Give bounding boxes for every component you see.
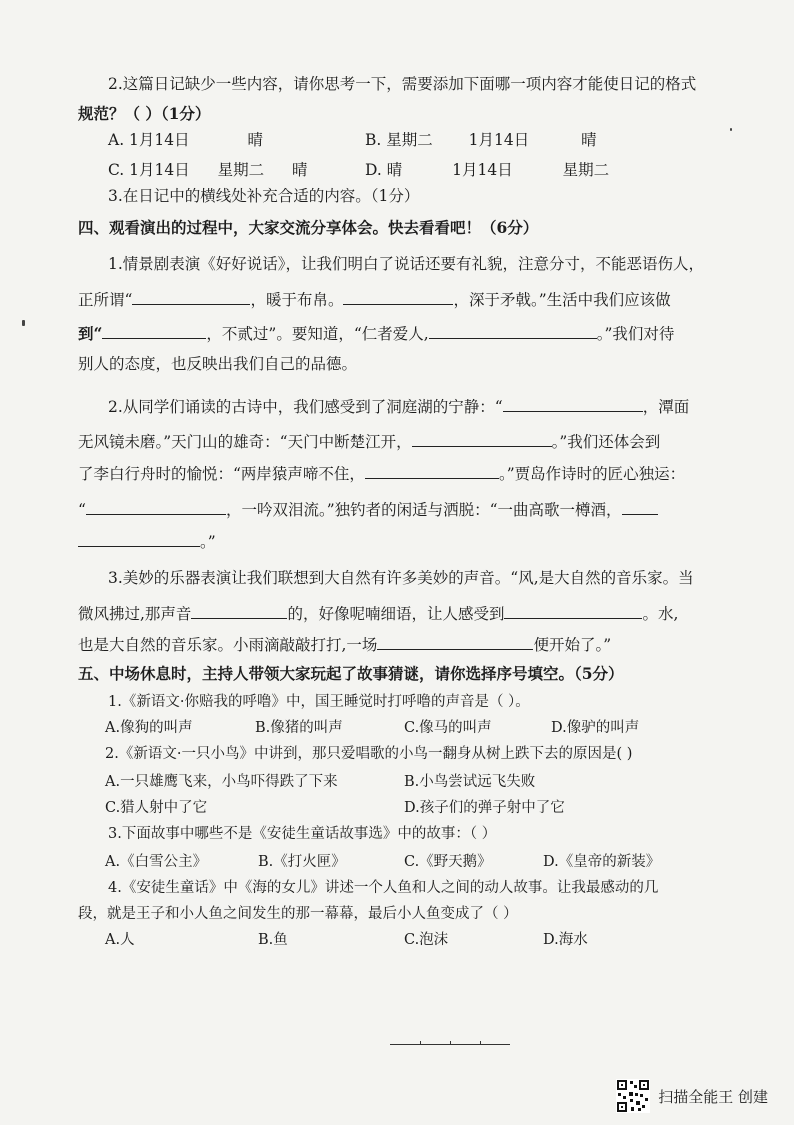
s5-q1-option-a[interactable]: A.像狗的叫声 xyxy=(105,720,193,736)
q2-option-c-weekday: 星期二 xyxy=(217,161,265,179)
answer-blank[interactable] xyxy=(86,498,226,515)
s4-p2-text: 2.从同学们诵读的古诗中，我们感受到了洞庭湖的宁静：“ xyxy=(108,398,503,416)
s4-p2-text: 。”我们还体会到 xyxy=(551,433,661,451)
s4-p1-text: 正所谓“ xyxy=(78,291,133,309)
s5-q1-text: 1.《新语文·你赔我的呼噜》中，国王睡觉时打呼噜的声音是（ ）。 xyxy=(108,694,530,710)
s5-q4-option-c[interactable]: C.泡沫 xyxy=(404,932,449,948)
s5-q2-option-a[interactable]: A.一只雄鹰飞来，小鸟吓得跌了下来 xyxy=(105,774,338,790)
s4-p2-line3 xyxy=(78,462,685,484)
q2-option-b[interactable] xyxy=(365,130,597,150)
s4-p1-line1: 1.情景剧表演《好好说话》，让我们明白了说话还要有礼貌，注意分寸，不能恶语伤人， xyxy=(108,255,705,273)
answer-blank[interactable] xyxy=(102,322,206,339)
s4-p3-line1: 3.美妙的乐器表演让我们联想到大自然有许多美妙的声音。“风,是大自然的音乐家。当 xyxy=(108,569,694,587)
s4-p3-line3 xyxy=(78,633,611,655)
s5-q2-text: 2.《新语文·一只小鸟》中讲到，那只爱唱歌的小鸟一翻身从树上跌下去的原因是( ) xyxy=(105,746,633,762)
s4-p1-text: 。”我们对待 xyxy=(596,325,675,343)
s5-q3-option-c[interactable]: C.《野天鹅》 xyxy=(404,854,492,870)
s5-q4-line1: 4.《安徒生童话》中《海的女儿》讲述一个人鱼和人之间的动人故事。让我最感动的几 xyxy=(108,880,659,896)
q2-line2: 规范？（ ）（1分） xyxy=(78,104,211,123)
s4-p2-text: 。”贾岛作诗时的匠心独运： xyxy=(498,465,686,483)
answer-blank[interactable] xyxy=(622,498,658,515)
answer-blank[interactable] xyxy=(365,462,499,479)
s4-p3-line2 xyxy=(78,602,678,624)
s4-p2-line1 xyxy=(108,395,689,417)
q2-line1: 2.这篇日记缺少一些内容，请你思考一下，需要添加下面哪一项内容才能使日记的格式 xyxy=(108,75,697,93)
q2-option-b-weekday: B. 星期二 xyxy=(365,131,433,149)
s4-p1-text: ，暖于布帛。 xyxy=(250,291,344,309)
s5-q1-option-c[interactable]: C.像马的叫声 xyxy=(404,720,492,736)
section4-heading: 四、观看演出的过程中，大家交流分享体会。快去看看吧！（6分） xyxy=(78,218,539,237)
answer-blank[interactable] xyxy=(377,633,533,650)
s5-q2-option-d[interactable]: D.孩子们的弹子射中了它 xyxy=(404,800,565,816)
s4-p1-text: 到“ xyxy=(78,324,103,343)
s4-p1-line4: 别人的态度，也反映出我们自己的品德。 xyxy=(78,355,358,373)
s4-p2-line4 xyxy=(78,498,658,520)
q3-text: 3.在日记中的横线处补充合适的内容。（1分） xyxy=(108,187,420,205)
s4-p2-text: ，一吟双泪流。”独钓者的闲适与洒脱：“一曲高歌一樽酒， xyxy=(225,501,622,519)
q2-option-b-weather: 晴 xyxy=(581,131,597,149)
s5-q3-option-b[interactable]: B.《打火匣》 xyxy=(258,854,346,870)
q2-option-d-weekday: 星期二 xyxy=(562,161,610,179)
s5-q4-option-d[interactable]: D.海水 xyxy=(543,932,588,948)
s4-p1-line3 xyxy=(78,322,674,344)
answer-blank[interactable] xyxy=(429,322,597,339)
answer-blank[interactable] xyxy=(191,602,287,619)
answer-blank[interactable] xyxy=(503,395,643,412)
scanner-watermark xyxy=(616,1079,768,1113)
answer-blank[interactable] xyxy=(132,288,250,305)
q2-option-a[interactable] xyxy=(108,130,263,150)
q2-option-d-date: 1月14日 xyxy=(452,161,513,179)
s4-p2-text: ，潭面 xyxy=(642,398,690,416)
s5-q3-option-a[interactable]: A.《白雪公主》 xyxy=(105,854,208,870)
s5-q4-option-a[interactable]: A.人 xyxy=(105,932,135,948)
q2-option-b-date: 1月14日 xyxy=(468,131,530,149)
s4-p2-text: 无风镜未磨。”天门山的雄奇：“天门中断楚江开， xyxy=(78,433,412,451)
s4-p3-text: 微风拂过,那声音 xyxy=(78,605,192,623)
scan-speck xyxy=(22,320,25,326)
answer-blank[interactable] xyxy=(78,530,200,547)
s4-p1-text: ，深于矛戟。”生活中我们应该做 xyxy=(453,291,671,309)
s5-q1-option-d[interactable]: D.像驴的叫声 xyxy=(551,720,640,736)
s5-q4-line2: 段，就是王子和小人鱼之间发生的那一幕幕，最后小人鱼变成了（ ） xyxy=(78,906,518,922)
section5-heading: 五、中场休息时，主持人带领大家玩起了故事猜谜，请你选择序号填空。（5分） xyxy=(78,664,624,683)
s4-p2-text: “ xyxy=(78,501,86,519)
answer-blank[interactable] xyxy=(343,288,453,305)
q2-option-a-date: A. 1月14日 xyxy=(108,131,190,149)
s4-p3-text: 的，好像呢喃细语，让人感受到 xyxy=(287,605,505,623)
scanner-watermark-text: 扫描全能王 创建 xyxy=(658,1087,768,1106)
s4-p1-text: ，不贰过”。要知道，“仁者爱人, xyxy=(206,325,429,343)
s4-p3-text: 便开始了。” xyxy=(533,636,612,654)
q2-option-c-weather: 晴 xyxy=(292,161,308,179)
s4-p2-line5 xyxy=(78,530,216,552)
s4-p2-text: 了李白行舟时的愉悦：“两岸猿声啼不住， xyxy=(78,465,365,483)
s4-p1-line2 xyxy=(78,288,671,310)
s4-p2-text: 。” xyxy=(200,533,216,551)
answer-blank[interactable] xyxy=(412,430,552,447)
q2-option-a-weather: 晴 xyxy=(247,131,264,149)
qr-code-icon xyxy=(616,1079,650,1113)
s4-p2-line2 xyxy=(78,430,660,452)
q2-option-c-date: C. 1月14日 xyxy=(108,161,190,179)
answer-blank[interactable] xyxy=(504,602,642,619)
s5-q2-option-b[interactable]: B.小鸟尝试远飞失败 xyxy=(404,774,536,790)
q2-option-d[interactable] xyxy=(365,160,609,180)
s4-p3-text: 也是大自然的音乐家。小雨滴敲敲打打,一场 xyxy=(78,636,378,654)
s5-q3-option-d[interactable]: D.《皇帝的新装》 xyxy=(543,854,661,870)
page-footer-line xyxy=(390,1044,510,1045)
s5-q4-option-b[interactable]: B.鱼 xyxy=(258,932,288,948)
s5-q2-option-c[interactable]: C.猎人射中了它 xyxy=(105,800,208,816)
q2-option-d-weather: D. 晴 xyxy=(365,161,403,179)
s4-p3-text: 。水, xyxy=(642,605,679,623)
q2-option-c[interactable] xyxy=(108,160,308,180)
s5-q1-option-b[interactable]: B.像猪的叫声 xyxy=(255,720,343,736)
scan-speck xyxy=(730,128,732,131)
s5-q3-text: 3.下面故事中哪些不是《安徒生童话故事选》中的故事：（ ） xyxy=(108,826,497,842)
